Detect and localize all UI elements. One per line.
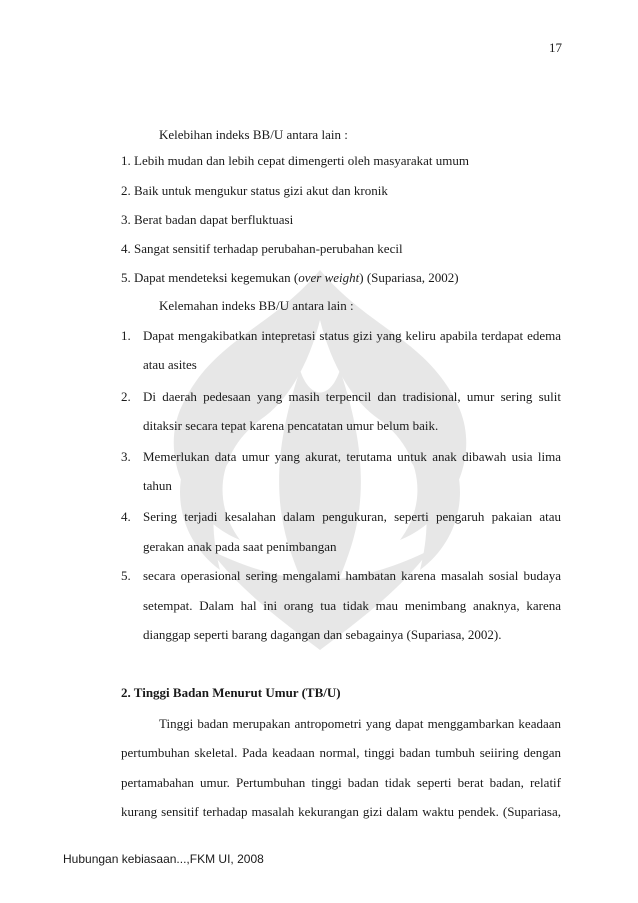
list-number: 2. [121, 389, 131, 404]
list-item-line: secara operasional sering mengalami hambatan karena masalah sosial budaya [143, 568, 561, 583]
list-number: 5. [121, 568, 131, 583]
intro-kelemahan: Kelemahan indeks BB/U antara lain : [159, 298, 354, 313]
paragraph-line: pertumbuhan skeletal. Pada keadaan normal, tinggi badan tumbuh seiiring dengan [121, 745, 561, 760]
paragraph-line: Tinggi badan merupakan antropometri yang dapat menggambarkan keadaan [159, 716, 561, 731]
list-item-line: gerakan anak pada saat penimbangan [143, 539, 337, 554]
section-heading [121, 685, 341, 701]
paragraph-line: kurang sensitif terhadap masalah kekurangan gizi dalam waktu pendek. (Supariasa, [121, 804, 561, 819]
list-item-line: ditaksir secara tepat karena pencatatan umur belum baik. [143, 418, 439, 433]
list-number: 3. [121, 449, 131, 464]
list-item: 4. Sangat sensitif terhadap perubahan-perubahan kecil [121, 241, 403, 256]
list-item-line: Di daerah pedesaan yang masih terpencil dan tradisional, umur sering sulit [143, 389, 561, 404]
list-item: 1. Lebih mudan dan lebih cepat dimengerti oleh masyarakat umum [121, 153, 470, 168]
italic-term: over weight [298, 270, 360, 285]
list-item-line: Dapat mengakibatkan intepretasi status gizi yang keliru apabila terdapat edema [143, 328, 561, 343]
section-number: 2 [121, 685, 128, 700]
list-item-line: setempat. Dalam hal ini orang tua tidak mau menimbang anaknya, karena [143, 598, 561, 613]
list-item-text: 5. Dapat mendeteksi kegemukan ( [121, 270, 299, 285]
footer: Hubungan kebiasaan...,FKM UI, 2008 [63, 852, 264, 866]
list-item-citation: ) (Supariasa, 2002) [359, 270, 459, 285]
list-item: 2. Baik untuk mengukur status gizi akut dan kronik [121, 183, 388, 198]
page-number: 17 [549, 40, 562, 55]
intro-kelebihan: Kelebihan indeks BB/U antara lain : [159, 127, 348, 142]
list-item-line: Memerlukan data umur yang akurat, terutama untuk anak dibawah usia lima [143, 449, 561, 464]
list-item [121, 270, 459, 286]
list-item: 3. Berat badan dapat berfluktuasi [121, 212, 294, 227]
list-item-line: tahun [143, 478, 172, 493]
paragraph-line: pertamabahan umur. Pertumbuhan tinggi badan tidak seperti berat badan, relatif [121, 775, 561, 790]
list-item-line: atau asites [143, 357, 197, 372]
section-title: . Tinggi Badan Menurut Umur (TB/U) [127, 685, 341, 700]
list-item-line: dianggap seperti barang dagangan dan sebagainya (Supariasa, 2002). [143, 627, 502, 642]
list-number: 4. [121, 509, 131, 524]
list-item-line: Sering terjadi kesalahan dalam pengukuran, seperti pengaruh pakaian atau [143, 509, 561, 524]
list-number: 1. [121, 328, 131, 343]
